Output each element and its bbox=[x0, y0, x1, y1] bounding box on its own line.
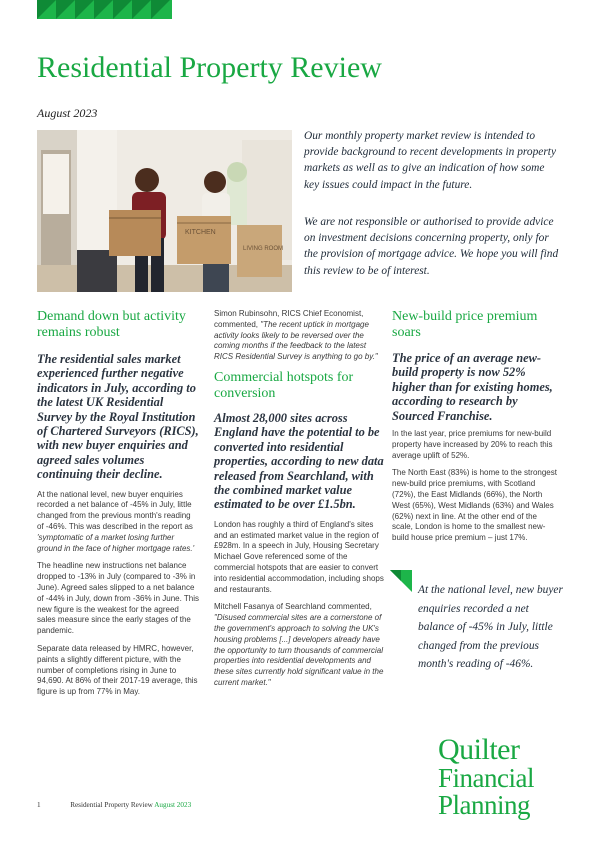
body-paragraph: London has roughly a third of England's sites and an estimated market value in the region of £928m. In a speech in July, Housing Secretary Michael Gove referenced some of the commercial hotspots that are easier to convert into residential accommodation, including shops and restaurants. bbox=[214, 519, 384, 594]
article-body bbox=[214, 520, 386, 689]
article-heading: Demand down but activity remains robust bbox=[37, 309, 186, 340]
article-lead: The residential sales market experienced further negative indicators in July, according to the latest UK Residential Survey by the Royal Institution of Chartered Surveyors (RICS), with new buyer enquiries and agreed sales volumes continuing their decline. bbox=[37, 352, 199, 482]
body-paragraph: The headline new instructions net balance dropped to -13% in July (compared to -3% in June). Agreed sales slipped to a net balance of -44% in July, down from -36% in June. This new figure is the weakest for the agreed sales measure since the early stages of the pandemic. bbox=[37, 561, 199, 636]
page-title: Residential Property Review bbox=[37, 51, 382, 84]
article-demand bbox=[37, 309, 199, 705]
body-text: At the national level, new buyer enquiries recorded a net balance of -45% in July, little changed from the previous month's reading of -46%. This was described in the report as bbox=[37, 489, 193, 532]
intro-paragraph-1: Our monthly property market review is intended to provide background to recent developments in property markets as well as to give an indication of how some key issues could impact in the future. bbox=[304, 130, 556, 191]
logo-line: Planning bbox=[438, 790, 531, 820]
couple-moving-illustration bbox=[37, 130, 292, 292]
article-body bbox=[214, 309, 386, 363]
article-body bbox=[392, 429, 560, 544]
box-label-2: LIVING ROOM bbox=[243, 246, 284, 252]
brand-banner bbox=[37, 0, 172, 19]
body-text: Simon Rubinsohn, RICS Chief Economist, commented, bbox=[214, 309, 364, 329]
quote-triangle-icon bbox=[390, 570, 412, 592]
body-paragraph bbox=[214, 602, 386, 688]
intro-paragraph-2: We are not responsible or authorised to provide advice on investment decisions concerning property, only for the provision of mortgage advice. We hope you will find this review to be of interest. bbox=[304, 216, 559, 277]
body-text: Mitchell Fasanya of Searchland commented, bbox=[214, 602, 372, 612]
article-lead: The price of an average new-build property is now 52% higher than for existing homes, according to research by Sourced Franchise. bbox=[392, 351, 553, 423]
footer-title: Residential Property Review bbox=[70, 801, 153, 809]
body-paragraph bbox=[37, 490, 199, 555]
body-paragraph: Separate data released by HMRC, however, paints a slightly different picture, with the number of completions rising in June to 94,690. At 86% of their 2017-19 average, this figure is up from 77% in May. bbox=[37, 644, 198, 697]
article-commercial bbox=[214, 309, 386, 696]
issue-date: August 2023 bbox=[37, 106, 98, 120]
pull-quote: At the national level, new buyer enquiries recorded a net balance of -45% in July, little changed from the previous month's reading of -46%. bbox=[418, 584, 563, 671]
article-heading: New-build price premium soars bbox=[392, 309, 538, 340]
logo-line: Financial bbox=[438, 763, 534, 793]
hero-photo bbox=[37, 130, 292, 292]
article-body bbox=[37, 490, 199, 698]
body-paragraph: The North East (83%) is home to the strongest new-build price premiums, with Scotland (72%), the East Midlands (66%), the North West (65%), West Midlands (63%) and Wales (62%) next in line. At the other end of the scale, London is home to the smallest new-build house price premium – just 17%. bbox=[392, 468, 557, 543]
body-quote: "Disused commercial sites are a cornerstone of the government's approach to solving the UK's housing problems [...] developers already have the opportunity to turn thousands of commercial properties into residential developments and these sites currently hold significant value in the current market." bbox=[214, 613, 384, 687]
article-new-build bbox=[392, 309, 560, 551]
article-heading: Commercial hotspots for conversion bbox=[214, 369, 354, 401]
body-paragraph: In the last year, price premiums for new-build property have increased by 20% to reach this average uplift of 52%. bbox=[392, 429, 553, 460]
body-paragraph bbox=[214, 309, 386, 363]
body-quote: "The recent uptick in mortgage activity looks likely to be reversed over the coming months if the feedback to the latest RICS Residential Survey is anything to go by." bbox=[214, 319, 378, 362]
footer-date: August 2023 bbox=[154, 801, 192, 809]
logo-line: Quilter bbox=[438, 733, 520, 766]
page-number: 1 bbox=[37, 801, 41, 809]
box-label: KITCHEN bbox=[185, 229, 216, 236]
article-lead: Almost 28,000 sites across England have the potential to be converted into residential properties, according to new data released from Searchland, with the combined market value estimated to be over £1.5bn. bbox=[214, 410, 384, 512]
body-quote: 'symptomatic of a market losing further ground in the face of higher mortgage rates.' bbox=[37, 532, 195, 553]
quilter-logo bbox=[438, 735, 534, 819]
page-footer bbox=[37, 801, 191, 809]
